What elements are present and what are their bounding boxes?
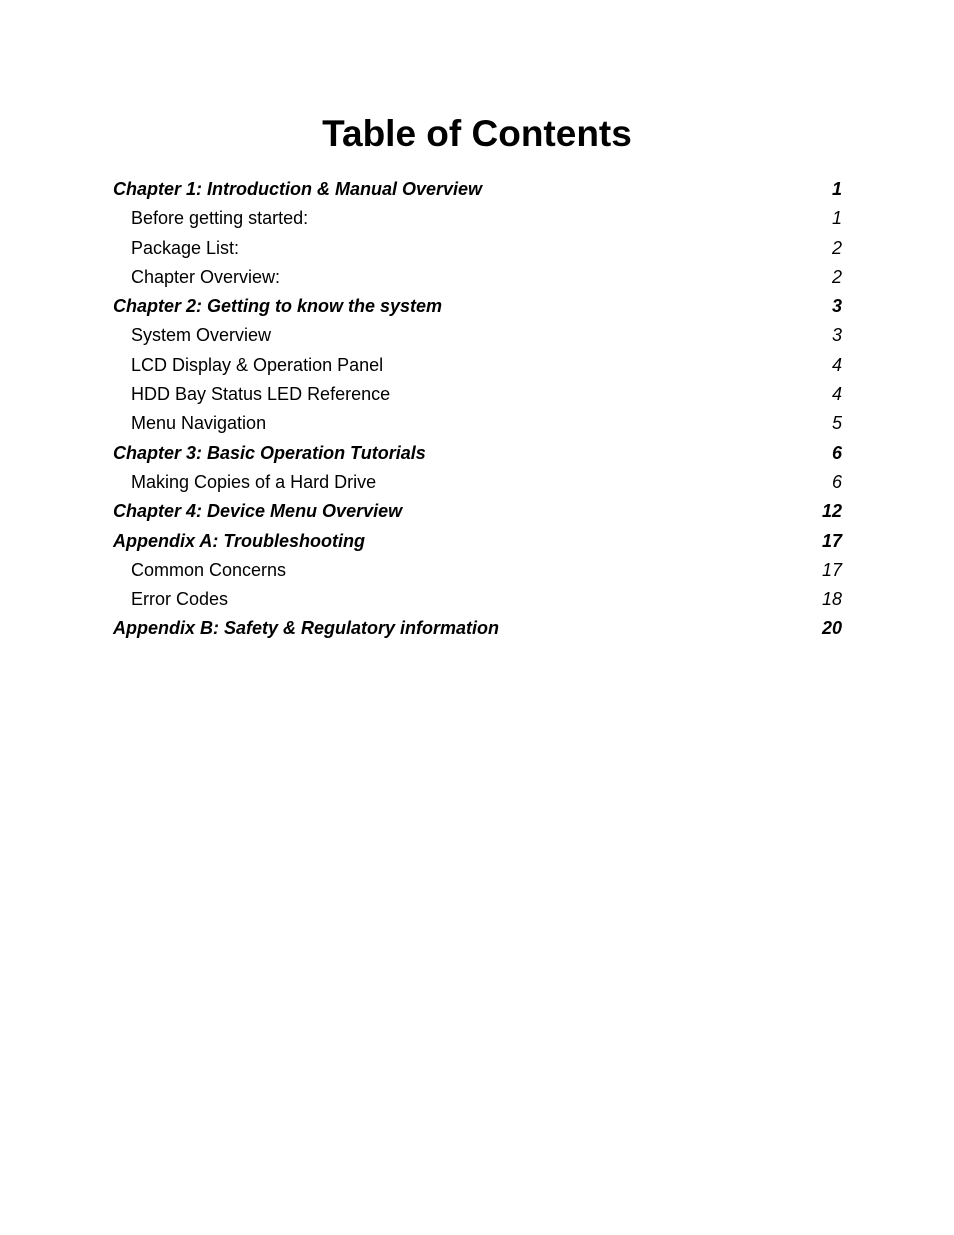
toc-section-entry[interactable] xyxy=(113,204,842,233)
toc-chapter-entry[interactable] xyxy=(113,292,842,321)
toc-entry-label: System Overview xyxy=(131,325,272,346)
toc-section-entry[interactable] xyxy=(113,380,842,409)
toc-section-entry[interactable] xyxy=(113,585,842,614)
toc-entry-page-number: 6 xyxy=(831,442,842,463)
toc-entry-label: LCD Display & Operation Panel xyxy=(131,354,384,375)
toc-entry-label: Chapter 1: Introduction & Manual Overview xyxy=(113,179,483,199)
toc-chapter-entry[interactable] xyxy=(113,527,842,556)
toc-entry-label: Error Codes xyxy=(131,589,229,610)
toc-entry-page-number: 18 xyxy=(821,589,842,610)
toc-entry-page-number: 4 xyxy=(831,354,842,375)
toc-entry-label: Package List: xyxy=(131,237,240,258)
toc-section-entry[interactable] xyxy=(113,234,842,263)
toc-entry-page-number: 1 xyxy=(831,208,842,229)
toc-entry-page-number: 17 xyxy=(821,559,842,580)
toc-chapter-entry[interactable] xyxy=(113,497,842,526)
toc-entry-page-number: 17 xyxy=(821,530,842,551)
toc-entry-label: Appendix A: Troubleshooting xyxy=(113,530,365,551)
toc-entry-page-number: 3 xyxy=(831,325,842,346)
toc-entry-page-number: 3 xyxy=(831,296,842,317)
toc-entry-label: Chapter 2: Getting to know the system xyxy=(113,296,443,317)
table-of-contents xyxy=(113,175,842,644)
toc-section-entry[interactable] xyxy=(113,351,842,380)
toc-entry-label: Common Concerns xyxy=(131,559,287,580)
toc-section-entry[interactable] xyxy=(113,556,842,585)
toc-entry-label: Appendix B: Safety & Regulatory information xyxy=(113,618,500,639)
toc-section-entry[interactable] xyxy=(113,468,842,497)
toc-entry-page-number: 6 xyxy=(831,471,842,492)
toc-entry-page-number: 4 xyxy=(831,384,842,405)
page-title: Table of Contents xyxy=(322,113,632,154)
toc-entry-page-number: 20 xyxy=(821,618,842,639)
toc-section-entry[interactable] xyxy=(113,409,842,438)
toc-entry-page-number: 2 xyxy=(831,266,842,287)
toc-chapter-entry[interactable] xyxy=(113,439,842,468)
toc-chapter-entry[interactable] xyxy=(113,175,842,204)
toc-entry-label: Menu Navigation xyxy=(131,413,267,434)
toc-entry-page-number: 1 xyxy=(831,179,842,199)
toc-entry-label: Chapter 4: Device Menu Overview xyxy=(113,501,403,522)
toc-entry-page-number: 5 xyxy=(831,413,842,434)
toc-entry-label: Making Copies of a Hard Drive xyxy=(131,471,377,492)
toc-entry-label: Before getting started: xyxy=(131,208,309,229)
toc-entry-page-number: 2 xyxy=(831,237,842,258)
toc-entry-label: Chapter Overview: xyxy=(131,266,281,287)
toc-section-entry[interactable] xyxy=(113,263,842,292)
toc-entry-label: Chapter 3: Basic Operation Tutorials xyxy=(113,442,426,463)
toc-section-entry[interactable] xyxy=(113,321,842,350)
toc-entry-page-number: 12 xyxy=(821,501,842,522)
toc-chapter-entry[interactable] xyxy=(113,614,842,643)
toc-entry-label: HDD Bay Status LED Reference xyxy=(131,384,391,405)
